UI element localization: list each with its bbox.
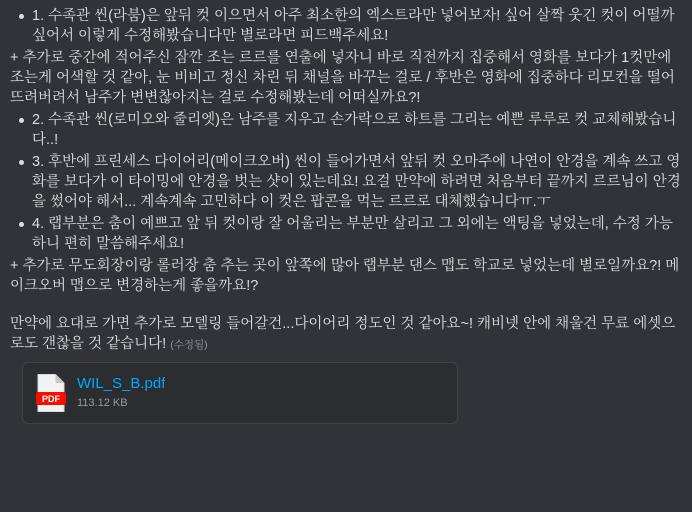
bullet-text-3: 3. 후반에 프린세스 다이어리(메이크오버) 씬이 들어가면서 앞뒤 컷 오마주에 나연이 안경을 계속 쓰고 영화를 보다가 이 타이밍에 안경을 벗는 샷이 있는데요! 요걸 만약에 하려면 처음부터 끝까지 르르님이 안경을 썼어야 해서... 계속계속 고민하다 이 컷은 팝콘을 먹는 르르로 대체했습니다ㅠ.ㅜ	[32, 154, 681, 210]
edited-label: (수정됨)	[170, 339, 208, 351]
paragraph-after-first-bullet: + 추가로 중간에 적어주신 잠깐 조는 르르를 연출에 넣자니 바로 직전까지 집중해서 영화를 보다가 1컷만에 조는게 어색할 것 같아, 눈 비비고 정신 차린 뒤 채널을 바꾸는 걸로 / 후반은 영화에 집중하다 리모컨을 떨어뜨려버려서 남주가 변변찮아지는 걸로 수정해봤는데 어떠실까요?!	[10, 50, 675, 106]
attachment-file-name[interactable]: WIL_S_B.pdf	[77, 375, 166, 393]
svg-text:PDF: PDF	[42, 394, 60, 404]
bullet-text-2: 2. 수족관 씬(로미오와 줄리엣)은 남주를 지우고 손가락으로 하트를 그리는 예쁜 루루로 컷 교체해봤습니다..!	[32, 112, 677, 148]
list-item	[10, 110, 682, 150]
message-bullet-list	[10, 6, 682, 46]
attachment-file-size: 113.12 KB	[77, 396, 128, 409]
list-item	[10, 6, 682, 46]
list-item	[10, 214, 682, 254]
bullet-text-4: 4. 랩부분은 춤이 예쁘고 앞 뒤 컷이랑 잘 어울리는 부분만 살리고 그 외에는 액팅을 넣었는데, 수정 가능하니 편히 말씀해주세요!	[32, 216, 673, 252]
attachment-card[interactable]	[22, 362, 458, 424]
closing-paragraph-text: 만약에 요대로 가면 추가로 모델링 들어갈건...다이어리 정도인 것 같아요~! 캐비넷 안에 채울건 무료 에셋으로도 갠찮을 것 같습니다!	[10, 316, 676, 352]
message-bullet-list-2	[10, 110, 682, 254]
paragraph-after-last-bullet: + 추가로 무도회장이랑 롤러장 춤 추는 곳이 앞쪽에 많아 랩부분 댄스 맵도 학교로 넣었는데 별로일까요?! 메이크오버 맵으로 변경하는게 좋을까요!?	[10, 258, 680, 294]
bullet-text-1: 1. 수족관 씬(라붐)은 앞뒤 컷 이으면서 아주 최소한의 엑스트라만 넣어보자! 싶어 살짝 웃긴 컷이 어떨까 싶어서 이렇게 수정해봤습니다만 별로라면 피드백주세요!	[32, 8, 675, 44]
pdf-file-icon	[35, 373, 67, 413]
list-item	[10, 152, 682, 212]
closing-paragraph	[10, 314, 682, 354]
paragraph-spacer	[10, 298, 682, 312]
attachment-meta	[77, 375, 165, 411]
